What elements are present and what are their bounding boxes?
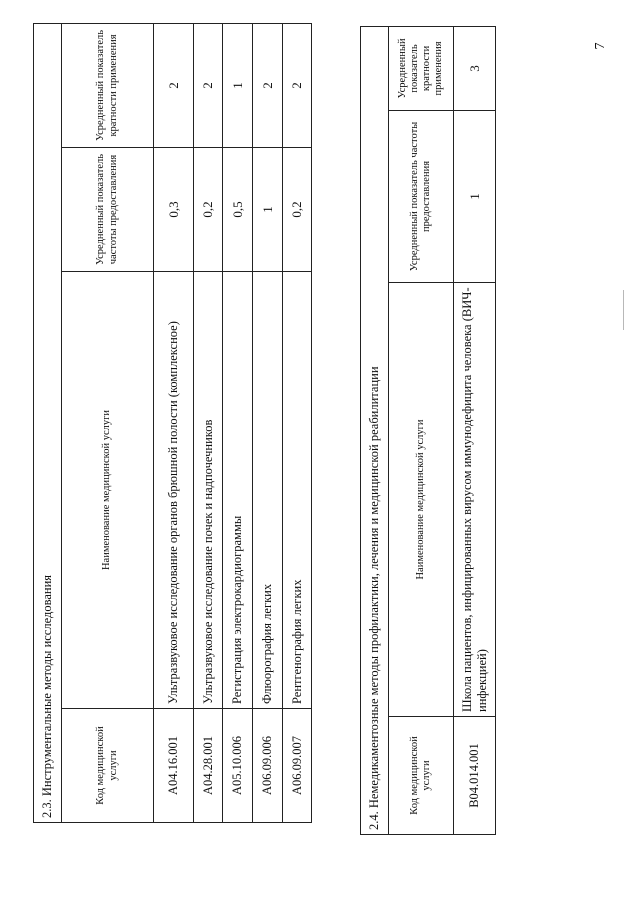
multiplicity-value: 2 — [154, 23, 194, 147]
header-name: Наименование медицинской услуги — [62, 272, 154, 709]
frequency-value: 1 — [454, 111, 496, 283]
multiplicity-value: 3 — [454, 26, 496, 110]
frequency-value: 1 — [253, 148, 283, 272]
header-frequency: Усредненный показатель частоты предоставления — [389, 111, 454, 283]
frequency-value: 0,2 — [194, 148, 223, 272]
page-number: 7 — [593, 42, 608, 50]
service-code: A04.28.001 — [194, 709, 223, 823]
header-multiplicity: Усредненный показатель кратности применения — [389, 26, 454, 110]
section-title: 2.3. Инструментальные методы исследования — [34, 23, 62, 822]
section-title: 2.4. Немедикаментозные методы профилактики, лечения и медицинской реабилитации — [361, 26, 389, 834]
service-name: Регистрация электрокардиограммы — [223, 272, 253, 709]
service-name: Школа пациентов, инфицированных вирусом иммунодефицита человека (ВИЧ-инфекцией) — [454, 283, 496, 717]
service-name: Рентгенография легких — [283, 272, 312, 709]
header-multiplicity: Усредненный показатель кратности применения — [62, 23, 154, 147]
table-row — [223, 23, 253, 822]
header-code: Код медицинской услуги — [62, 709, 154, 823]
header-code: Код медицинской услуги — [389, 717, 454, 835]
instrumental-methods-table — [33, 24, 311, 823]
header-frequency: Усредненный показатель частоты предоставления — [62, 148, 154, 272]
service-code: B04.014.001 — [454, 717, 496, 835]
multiplicity-value: 1 — [223, 23, 253, 147]
frequency-value: 0,3 — [154, 148, 194, 272]
service-code: A04.16.001 — [154, 709, 194, 823]
table-row — [194, 23, 223, 822]
service-name: Ультразвуковое исследование почек и надпочечников — [194, 272, 223, 709]
header-name: Наименование медицинской услуги — [389, 283, 454, 717]
table-row — [253, 23, 283, 822]
table-row — [454, 26, 496, 834]
multiplicity-value: 2 — [253, 23, 283, 147]
service-code: A05.10.006 — [223, 709, 253, 823]
service-name: Флюорография легких — [253, 272, 283, 709]
multiplicity-value: 2 — [194, 23, 223, 147]
scan-edge-mark — [623, 290, 624, 330]
table-row — [154, 23, 194, 822]
frequency-value: 0,2 — [283, 148, 312, 272]
multiplicity-value: 2 — [283, 23, 312, 147]
frequency-value: 0,5 — [223, 148, 253, 272]
table-row — [283, 23, 312, 822]
non-drug-methods-table — [360, 27, 495, 835]
service-code: A06.09.007 — [283, 709, 312, 823]
service-name: Ультразвуковое исследование органов брюшной полости (комплексное) — [154, 272, 194, 709]
service-code: A06.09.006 — [253, 709, 283, 823]
